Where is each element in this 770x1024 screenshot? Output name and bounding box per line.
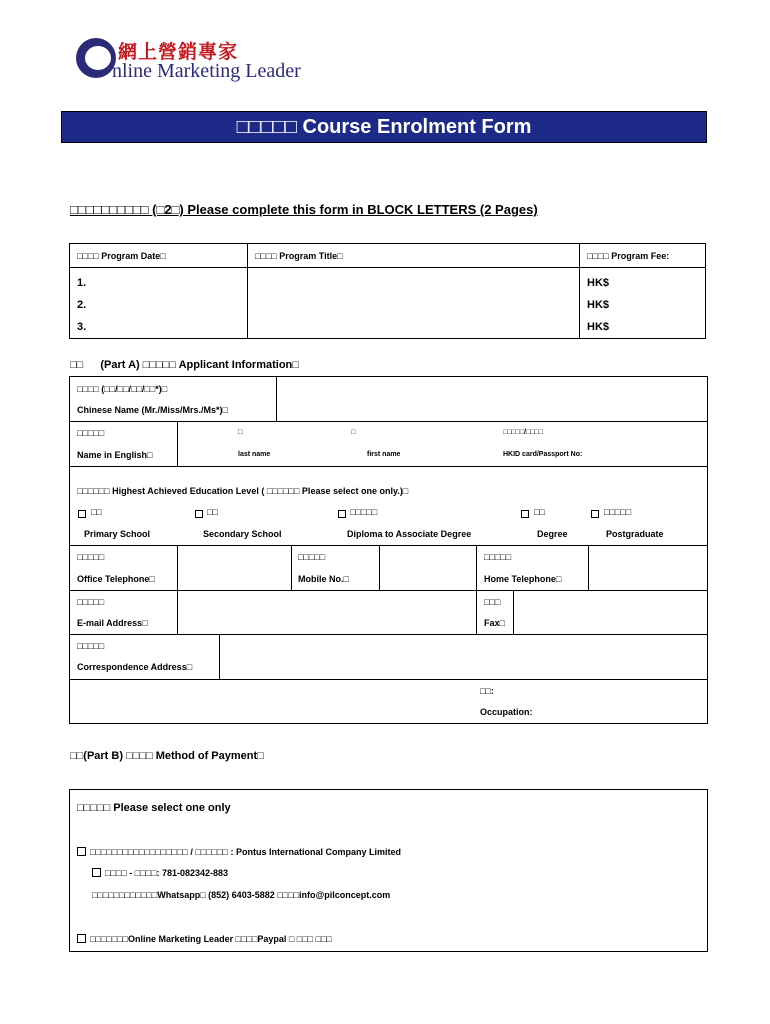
- logo-chinese: 網上營銷專家: [118, 41, 239, 63]
- program-fee-header: □□□□ Program Fee:: [580, 244, 706, 268]
- payment-option-account[interactable]: [92, 868, 228, 878]
- fee-currency: HK$: [587, 277, 610, 289]
- address-label-cn: □□□□□: [77, 641, 105, 651]
- checkbox-icon[interactable]: [77, 934, 86, 943]
- part-b-heading: □□(Part B) □□□□ Method of Payment□: [70, 750, 264, 762]
- first-name-label: first name: [367, 451, 401, 458]
- office-tel-label: Office Telephone□: [77, 574, 155, 584]
- education-option-postgraduate: Postgraduate: [606, 529, 664, 539]
- payment-account-label: □□□□ - □□□□: 781-082342-883: [105, 868, 229, 878]
- row-number: 2.: [77, 299, 87, 311]
- address-field[interactable]: [221, 635, 705, 678]
- payment-option-bank-label: □□□□□□□□□□□□□□□□□□ / □□□□□□ : Pontus International Company Limited: [90, 847, 401, 857]
- education-option-postgraduate-cn: □□□□□: [604, 507, 632, 517]
- fee-currency: HK$: [587, 321, 610, 333]
- part-a-prefix: □□: [70, 359, 84, 371]
- chinese-name-label: Chinese Name (Mr./Miss/Mrs./Ms*)□: [77, 405, 228, 415]
- english-name-label: Name in English□: [77, 450, 153, 460]
- checkbox-icon[interactable]: [92, 868, 101, 877]
- occupation-field[interactable]: [560, 682, 705, 720]
- row-number: 1.: [77, 277, 87, 289]
- home-tel-label-cn: □□□□□: [484, 552, 512, 562]
- education-option-secondary: Secondary School: [203, 529, 282, 539]
- education-checkbox-postgraduate[interactable]: [591, 510, 599, 518]
- fax-field[interactable]: [515, 591, 705, 633]
- last-name-label-cn: □: [238, 429, 243, 436]
- first-name-label-cn: □: [351, 429, 356, 436]
- program-table: [69, 243, 706, 339]
- part-a-heading: [70, 359, 299, 371]
- payment-option-bank[interactable]: [77, 847, 401, 857]
- last-name-label: last name: [238, 451, 271, 458]
- email-field[interactable]: [179, 591, 475, 633]
- education-checkbox-degree[interactable]: [521, 510, 529, 518]
- occupation-label: Occupation:: [480, 707, 533, 717]
- logo-english: nline Marketing Leader: [112, 60, 301, 82]
- education-checkbox-primary[interactable]: [78, 510, 86, 518]
- payment-select-label: □□□□□ Please select one only: [77, 802, 231, 814]
- fax-label-cn: □□□: [484, 597, 501, 607]
- office-tel-label-cn: □□□□□: [77, 552, 105, 562]
- education-option-primary-cn: □□: [91, 507, 102, 517]
- payment-option-paypal-label: □□□□□□□Online Marketing Leader □□□□Paypal □ □□□ □□□: [90, 934, 332, 944]
- form-instruction: □□□□□□□□□□ (□2□) Please complete this form in BLOCK LETTERS (2 Pages): [70, 202, 538, 217]
- occupation-label-cn: □□:: [480, 686, 494, 696]
- program-fee-cell[interactable]: [580, 268, 706, 339]
- program-date-cell[interactable]: [70, 268, 248, 339]
- education-option-diploma: Diploma to Associate Degree: [347, 529, 472, 539]
- mobile-label-cn: □□□□□: [298, 552, 326, 562]
- hkid-label: HKID card/Passport No:: [503, 451, 583, 458]
- row-number: 3.: [77, 321, 87, 333]
- education-option-degree: Degree: [537, 529, 568, 539]
- education-option-secondary-cn: □□: [207, 507, 218, 517]
- part-a-title: (Part A) □□□□□ Applicant Information□: [100, 359, 299, 371]
- payment-option-paypal[interactable]: [77, 934, 332, 944]
- logo-mark: [76, 38, 116, 78]
- chinese-name-field[interactable]: [278, 377, 705, 420]
- english-name-label-cn: □□□□□: [77, 428, 105, 438]
- address-label: Correspondence Address□: [77, 662, 193, 672]
- fax-label: Fax□: [484, 618, 505, 628]
- payment-note: □□□□□□□□□□□□Whatsapp□ (852) 6403-5882 □□□□info@pilconcept.com: [92, 890, 391, 900]
- english-name-field[interactable]: [179, 422, 705, 465]
- education-checkbox-diploma[interactable]: [338, 510, 346, 518]
- email-label: E-mail Address□: [77, 618, 148, 628]
- home-tel-label: Home Telephone□: [484, 574, 562, 584]
- fee-currency: HK$: [587, 299, 610, 311]
- education-option-primary: Primary School: [84, 529, 151, 539]
- hkid-label-cn: □□□□□/□□□□: [503, 429, 543, 436]
- chinese-name-label-cn: □□□□ (□□/□□/□□/□□*)□: [77, 384, 168, 394]
- education-checkbox-secondary[interactable]: [195, 510, 203, 518]
- education-option-degree-cn: □□: [534, 507, 545, 517]
- office-tel-field[interactable]: [179, 546, 290, 589]
- program-title-header: □□□□ Program Title□: [248, 244, 580, 268]
- mobile-label: Mobile No.□: [298, 574, 349, 584]
- program-date-header: □□□□ Program Date□: [70, 244, 248, 268]
- education-option-diploma-cn: □□□□□: [350, 507, 378, 517]
- education-label: □□□□□□ Highest Achieved Education Level ( □□□□□□ Please select one only.)□: [77, 486, 409, 496]
- email-label-cn: □□□□□: [77, 597, 105, 607]
- program-title-cell[interactable]: [248, 268, 580, 339]
- mobile-field[interactable]: [381, 546, 475, 589]
- form-title: □□□□□ Course Enrolment Form: [61, 111, 707, 143]
- home-tel-field[interactable]: [590, 546, 705, 589]
- checkbox-icon[interactable]: [77, 847, 86, 856]
